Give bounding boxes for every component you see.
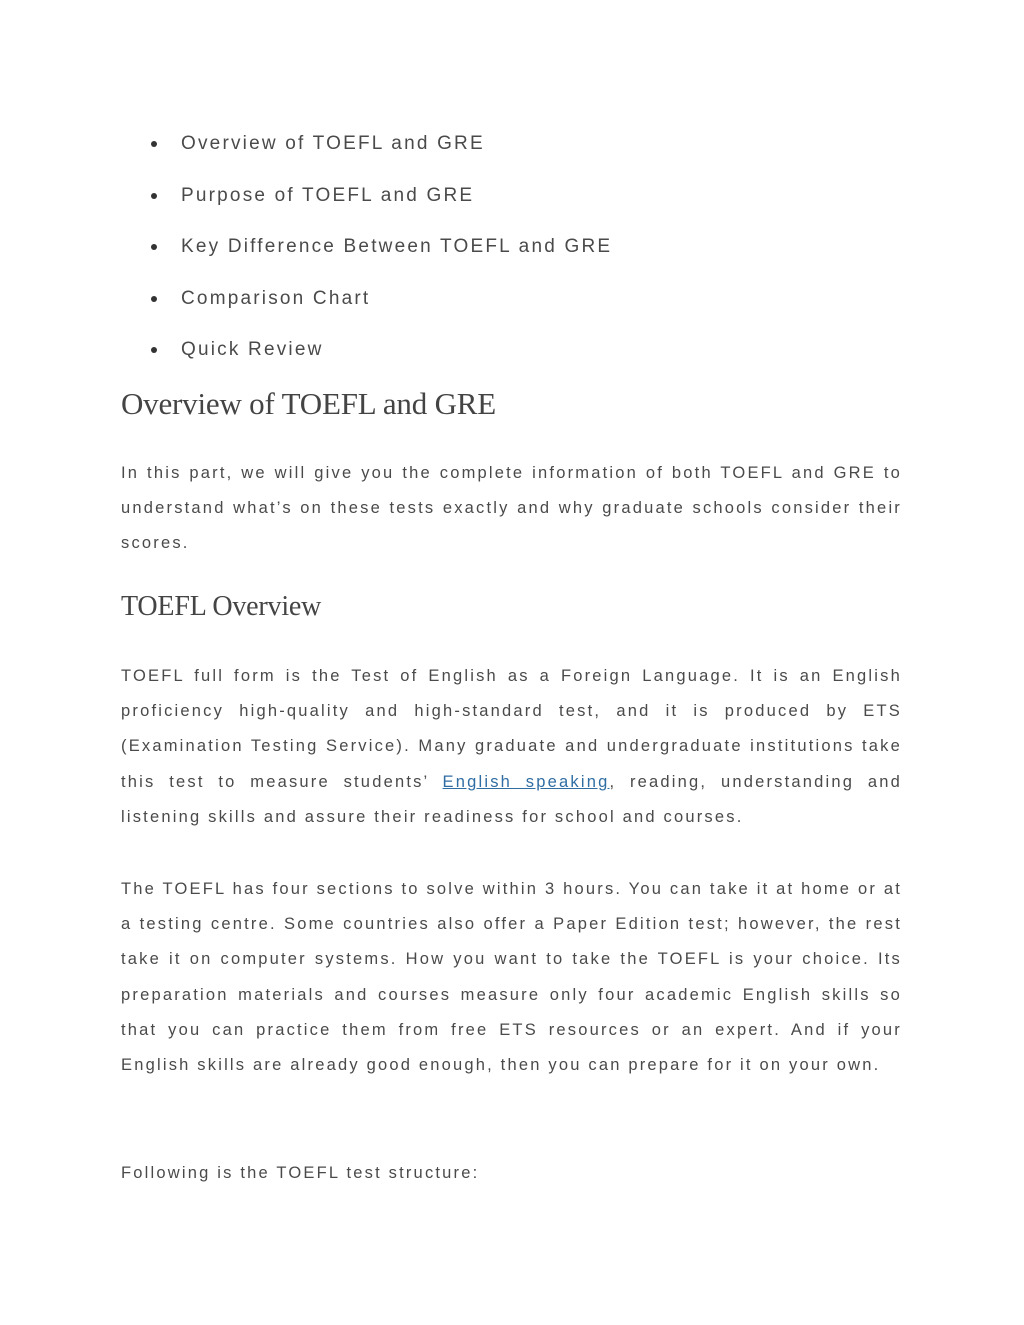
toc-item-label: Key Difference Between TOEFL and GRE	[181, 236, 613, 257]
bullet-icon	[151, 141, 157, 147]
overview-heading: Overview of TOEFL and GRE	[121, 386, 496, 421]
toc-item-label: Purpose of TOEFL and GRE	[181, 184, 475, 206]
toc-item-label: Quick Review	[181, 339, 324, 360]
toefl-paragraph-2: The TOEFL has four sections to solve within 3 hours. You can take it at home or at a testing centre. Some countries also offer a Paper Edition test; however, the rest take it on computer systems. How you want to take the TOEFL is your choice. Its preparation materials and courses measure only four academic English skills so that you can practice them from free ETS resources or an expert. And if your English skills are already good enough, then you can prepare for it on your own.	[121, 880, 902, 1075]
toefl-paragraph-1-text-end: , reading, understanding and listening skills and assure their readiness for school and courses.	[121, 772, 902, 826]
english-speaking-link[interactable]: English speaking	[442, 772, 610, 791]
bullet-icon	[151, 296, 157, 302]
overview-paragraph: In this part, we will give you the complete information of both TOEFL and GRE to understand what’s on these tests exactly and why graduate schools consider their scores.	[121, 464, 902, 553]
toefl-structure-intro: Following is the TOEFL test structure:	[121, 1164, 480, 1182]
toefl-paragraph-1-text-start: TOEFL full form is the Test of English as a Foreign Language. It is an English proficiency high-quality and high-standard test, and it is produced by ETS (Examination Testing Service). Many graduate and undergraduate institutions take this test to measure students’	[121, 667, 902, 791]
table-of-contents	[151, 128, 851, 386]
toc-item-label: Comparison Chart	[181, 287, 371, 309]
bullet-icon	[151, 193, 157, 199]
toc-item-quick-review[interactable]	[151, 334, 851, 386]
bullet-icon	[151, 347, 157, 353]
toc-item-overview[interactable]	[151, 128, 851, 180]
toc-item-purpose[interactable]	[151, 180, 851, 232]
toefl-overview-heading: TOEFL Overview	[121, 591, 322, 622]
toc-item-comparison-chart[interactable]	[151, 283, 851, 335]
toefl-paragraph-1	[121, 659, 902, 835]
toc-item-key-difference[interactable]	[151, 231, 851, 283]
toc-item-label: Overview of TOEFL and GRE	[181, 133, 485, 154]
bullet-icon	[151, 244, 157, 250]
